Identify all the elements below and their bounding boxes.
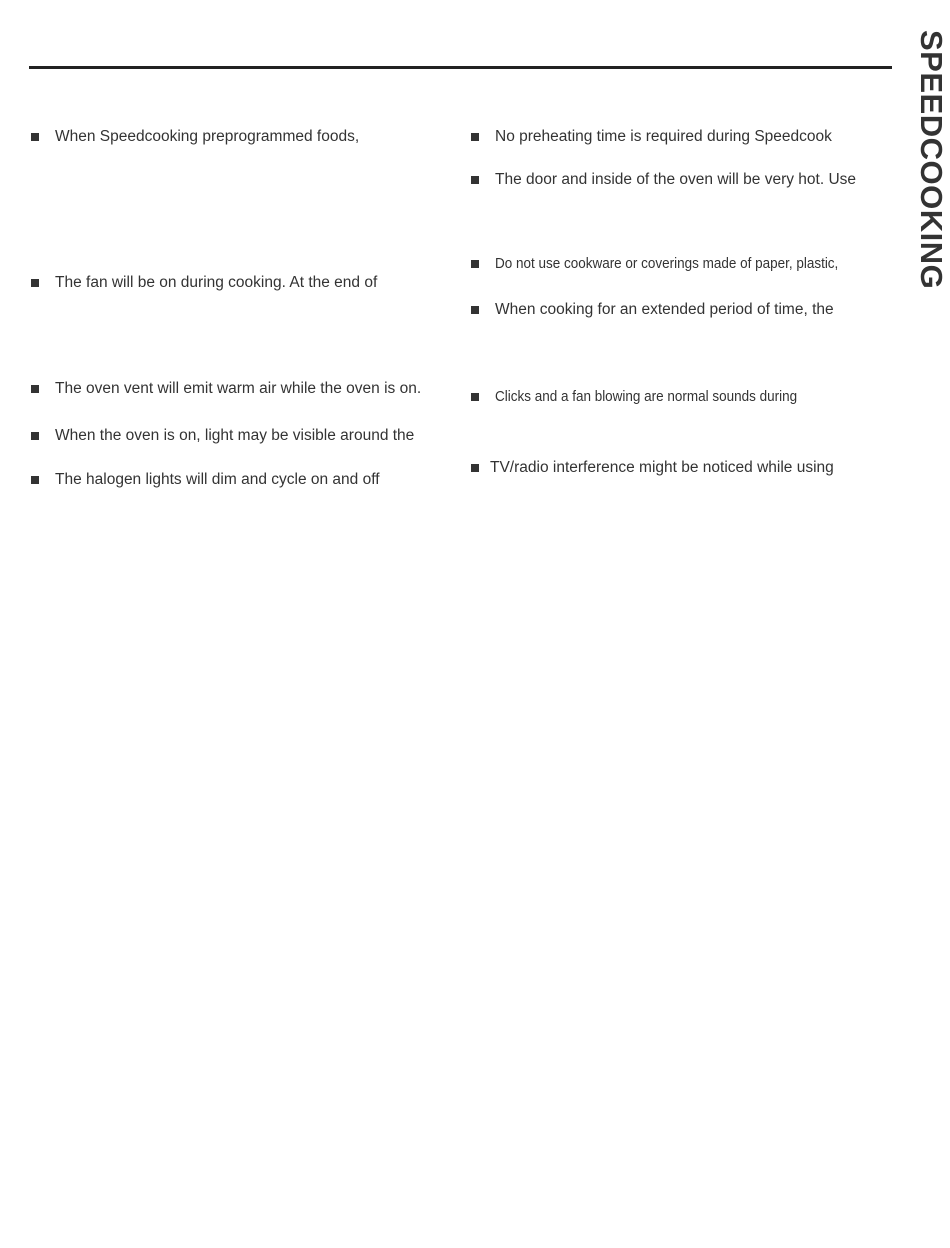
list-item-text: The door and inside of the oven will be very hot. Use bbox=[495, 171, 857, 188]
list-item-text: TV/radio interference might be noticed while using bbox=[490, 459, 834, 476]
bullet-icon bbox=[471, 306, 479, 314]
section-title: SPEEDCOOKING bbox=[914, 30, 949, 290]
bullet-icon bbox=[31, 432, 39, 440]
section-tab bbox=[912, 30, 950, 310]
bullet-icon bbox=[471, 133, 479, 141]
list-item-text: No preheating time is required during Speedcook bbox=[495, 128, 832, 145]
bullet-icon bbox=[31, 133, 39, 141]
bullet-icon bbox=[31, 279, 39, 287]
bullet-icon bbox=[471, 176, 479, 184]
bullet-icon bbox=[471, 464, 479, 472]
list-item-text: When the oven is on, light may be visible around the bbox=[55, 427, 415, 444]
bullet-icon bbox=[471, 393, 479, 401]
list-item-text: The halogen lights will dim and cycle on and off bbox=[55, 471, 380, 488]
bullet-icon bbox=[31, 476, 39, 484]
list-item-text: When Speedcooking preprogrammed foods, bbox=[55, 128, 360, 145]
list-item-text: Do not use cookware or coverings made of paper, plastic, bbox=[495, 256, 839, 272]
list-item-text: The fan will be on during cooking. At the end of bbox=[55, 274, 378, 291]
list-item-text: Clicks and a fan blowing are normal sounds during bbox=[495, 389, 798, 405]
bullet-icon bbox=[31, 385, 39, 393]
list-item-text: The oven vent will emit warm air while the oven is on. bbox=[55, 380, 422, 397]
bullet-icon bbox=[471, 260, 479, 268]
header-rule bbox=[29, 66, 892, 69]
list-item-text: When cooking for an extended period of time, the bbox=[495, 301, 834, 318]
